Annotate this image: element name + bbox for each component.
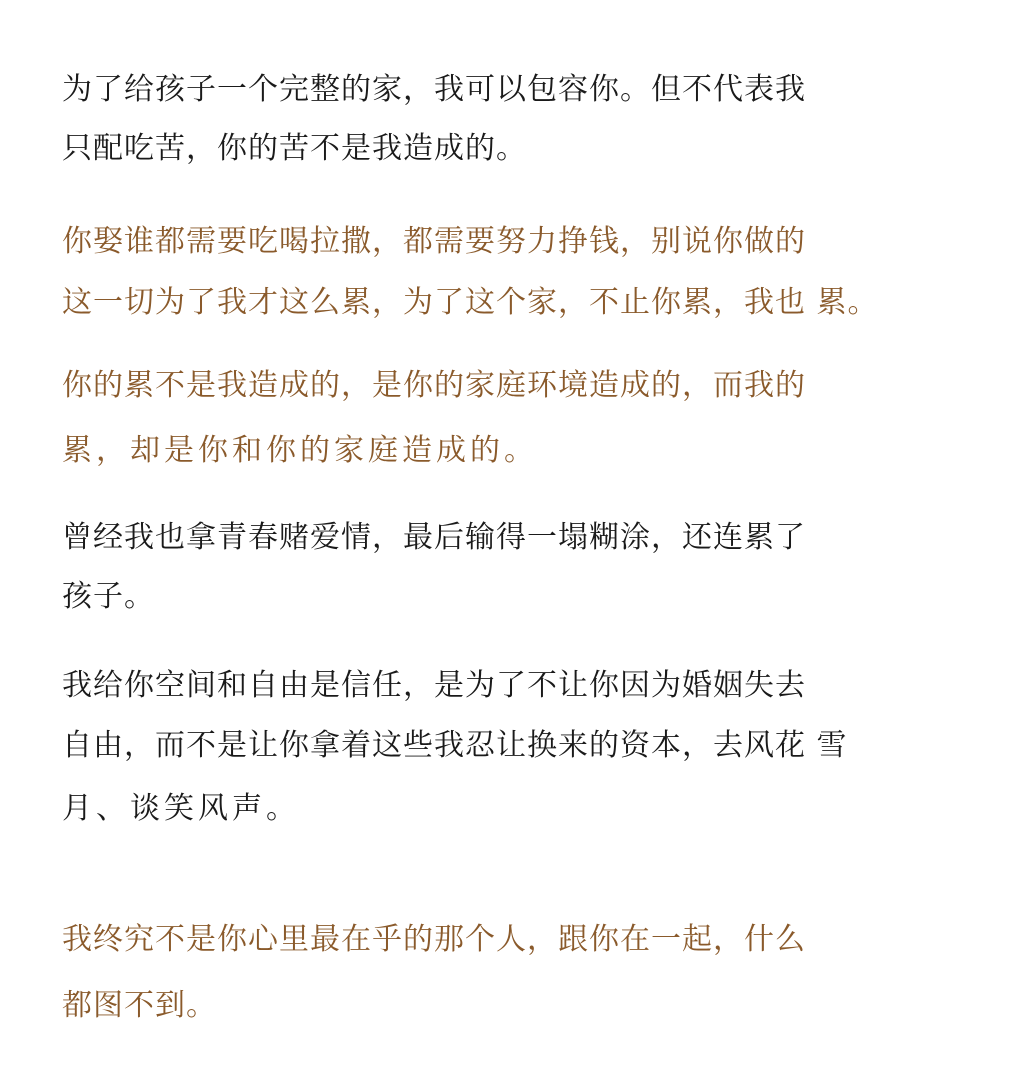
paragraph-1 (62, 60, 962, 178)
paragraph-4-line-1: 曾经我也拿青春赌爱情，最后输得一塌糊涂，还连累了 (62, 520, 806, 555)
paragraph-1-line-2: 只配吃苦，你的苦不是我造成的。 (62, 131, 527, 166)
paragraph-6-line-2: 都图不到。 (62, 988, 217, 1023)
paragraph-5-line-3: 月、谈笑风声。 (62, 791, 300, 826)
paragraph-3-line-2: 累，却是你和你的家庭造成的。 (62, 433, 538, 468)
paragraph-3-line-1: 你的累不是我造成的，是你的家庭环境造成的，而我的 (62, 368, 806, 403)
paragraph-3 (62, 356, 962, 486)
paragraph-2-line-1: 你娶谁都需要吃喝拉撒，都需要努力挣钱，别说你做的 (62, 224, 806, 259)
paragraph-2 (62, 212, 962, 334)
paragraph-6 (62, 910, 962, 1042)
paragraph-1-line-1: 为了给孩子一个完整的家，我可以包容你。但不代表我 (62, 72, 806, 107)
paragraph-2-line-2: 这一切为了我才这么累，为了这个家，不止你累，我也 累。 (62, 285, 879, 320)
paragraph-5-line-1: 我给你空间和自由是信任，是为了不让你因为婚姻失去 (62, 668, 806, 703)
paragraph-4 (62, 508, 962, 626)
paragraph-5 (62, 656, 962, 842)
paragraph-6-line-1: 我终究不是你心里最在乎的那个人，跟你在一起，什么 (62, 922, 806, 957)
paragraph-5-line-2: 自由，而不是让你拿着这些我忍让换来的资本，去风花 雪 (62, 728, 848, 763)
paragraph-4-line-2: 孩子。 (62, 579, 155, 614)
